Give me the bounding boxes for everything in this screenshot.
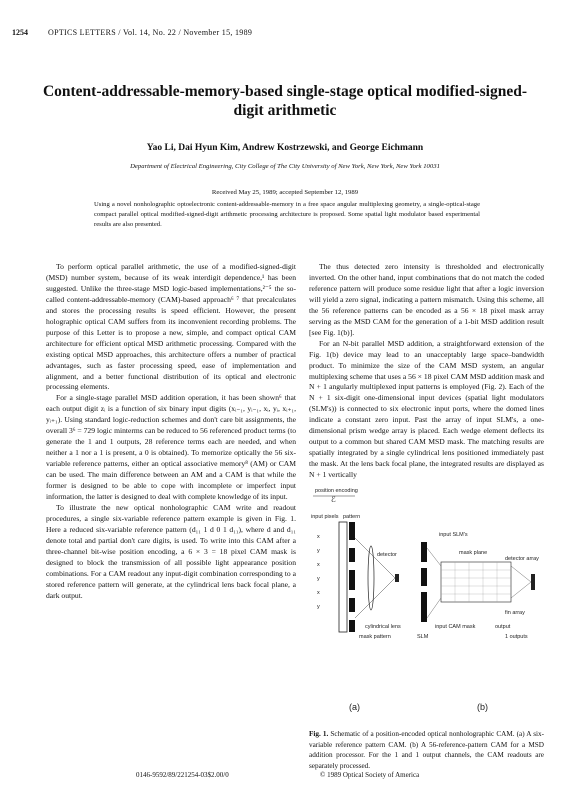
input-slm-label: input SLM's — [439, 532, 468, 538]
row-y1: y — [317, 548, 320, 554]
row-y3: y — [317, 604, 320, 610]
author-list: Yao Li, Dai Hyun Kim, Andrew Kostrzewski, and George Eichmann — [146, 143, 424, 153]
row-x2: x — [317, 562, 320, 568]
input-cam-mask-label: input CAM mask — [435, 624, 476, 630]
position-encoding-label: position encoding — [315, 488, 358, 494]
body-paragraph: For a single-stage parallel MSD addition operation, it has been shown⁶ that each output digit zᵢ is a function of six binary input digits (xᵢ₋₁, yᵢ₋₁, xᵢ, yᵢ, xᵢ₊₁, yᵢ₊₁). Using standard logic-reduction schemes and don't care bit assignments, the overall 3⁶ = 729 logic minterms can be reduced to 56 referenced product terms (to generate the 1 and 1 outputs, 28 reference terms each are needed, and when neither a 1 nor a 1 is present, a 0 is obtained). To memorize optically the 56 six-variable reference patterns, either an optical associative memory⁸ (AM) or CAM can be used. The main difference between an AM and a CAM is that while the former is designed to be able to cope with incomplete or imperfect input information, the latter is designed to deal with complete knowledge of its input. — [46, 393, 296, 502]
output-label: output — [495, 624, 511, 630]
paper-title: Content-addressable-memory-based single-stage optical modified-signed-digit arithmetic — [42, 83, 528, 119]
cylindrical-lens-shape — [368, 546, 374, 610]
page-number: 1254 — [12, 28, 28, 37]
mask-pattern-label: mask pattern — [359, 634, 391, 640]
figure-1-schematic — [309, 478, 544, 724]
row-x3: x — [317, 590, 320, 596]
mask-plane-label: mask plane — [459, 550, 488, 556]
article-code: 0146-9592/89/221254-03$2.00/0 — [136, 771, 229, 779]
running-header — [12, 26, 558, 40]
page-footer — [40, 771, 530, 783]
body-column-right — [309, 262, 544, 481]
row-x1: x — [317, 534, 320, 540]
pattern-label: pattern — [343, 514, 361, 520]
slm-label: SLM — [417, 634, 429, 640]
row-y2: y — [317, 576, 320, 582]
abstract: Using a novel nonholographic optoelectronic content-addressable-memory in a free space angular multiplexing geometry, a single-optical-stage compact parallel optical modified-signed-digit arithmetic processing architecture is proposed. Some spatial light modulator based experimental results are also presented. — [94, 201, 480, 228]
one-outputs-label: 1 outputs — [505, 634, 528, 640]
body-paragraph: The thus detected zero intensity is thresholded and electronically inverted. On the other hand, input combinations that do not match the coded reference pattern will produce some residue light that after a logic inversion will yield a zero signal, indicating a pattern mismatch. Using this scheme, all the 56 reference patterns can be encoded as a 56 × 18 pixel mask array serving as the MSD CAM for the generation of a 1-bit MSD addition result [see Fig. 1(b)]. — [309, 262, 544, 337]
figure-1 — [309, 478, 544, 724]
body-column-left — [46, 262, 296, 602]
input-pixels-label: input pixels — [311, 514, 339, 520]
figure-caption-text: Schematic of a position-encoded optical nonholographic CAM. (a) A six-variable reference pattern CAM. (b) A 56-reference-pattern CAM for a MSD addition processor. For the 1 and 1 output channels, the CAM readouts are separately processed. — [309, 730, 544, 770]
body-paragraph: To perform optical parallel arithmetic, the use of a modified-signed-digit (MSD) number system, because of its weak interdigit dependence,¹ has been suggested. Unlike the three-stage MSD logic-based implementations,²⁻⁵ the so-called content-addressable-memory (CAM)-based approach⁶ ⁷ that precalculates and stores the processing results is speed efficient. However, the present holographic optical CAM suffers from its inconvenient recording problems. The purpose of this Letter is to propose a new, simple, and compact optical CAM architecture for efficient optical MSD arithmetic processing. Compared with the existing optical MSD approaches, this architecture offers a number of practical advantages, such as faster processing speed, ease of implementation and alignment, and a better functional distribution of its optical and electronic processing elements. — [46, 262, 296, 392]
panel-a-label: (a) — [349, 702, 360, 712]
detector-shape — [395, 574, 399, 582]
copyright: © 1989 Optical Society of America — [320, 771, 420, 779]
figure-caption — [309, 729, 544, 771]
input-pixel-column — [339, 522, 347, 632]
affiliation: Department of Electrical Engineering, City College of The City University of New York, New York, New York 10031 — [130, 163, 440, 170]
fin-array-label: fin array — [505, 610, 525, 616]
cam-mask-grid — [441, 562, 511, 602]
body-paragraph: For an N-bit parallel MSD addition, a straightforward extension of the Fig. 1(b) device may lead to an unacceptably large space–bandwidth product. To minimize the size of the CAM MSD system, an angular multiplexing scheme that uses a 56 × 18 pixel CAM MSD addition mask and N + 1 angularly multiplexed input patterns is employed (Fig. 2). Each of the N + 1 six-digit one-dimensional input devices (spatial light modulators (SLM's)) is connected to six electronic input ports, where the domed lines indicate a constant zero input. Past the array of input SLM's, a one-dimensional prism wedge array is placed. Each wedge element deflects its output to a common but shared CAM MSD mask. The matching results are spatially integrated by a single cylindrical lens positioned immediately past the mask. At the lens back focal plane, the integrated results are displayed as N + 1 vertically — [309, 338, 544, 480]
cam-bit-symbol: ℰ — [331, 495, 336, 504]
panel-b-label: (b) — [477, 702, 488, 712]
figure-caption-label: Fig. 1. — [309, 730, 329, 738]
detector-array-label: detector array — [505, 556, 539, 562]
received-dates: Received May 25, 1989; accepted September 12, 1989 — [211, 189, 359, 196]
body-paragraph: To illustrate the new optical nonholographic CAM write and readout procedures, a single six-variable reference pattern example is given in Fig. 1. Here a reduced six-variable reference pattern (d₁₁ 1 d 0 1 d₁₁), where d and d₁₁ denote total and partial don't care digits, is used. To write into this CAM after a three-channel bit-wise position encoding, a 6 × 3 = 18 pixel CAM mask is designed to block the transmission of all possible light appearance position combinations. For a CAM readout any input-digit combination corresponding to a stored reference pattern will generate, at the cylindrical lens back focal plane, a dark output. — [46, 502, 296, 600]
journal-line: OPTICS LETTERS / Vol. 14, No. 22 / November 15, 1989 — [48, 28, 253, 37]
input-slm-column — [421, 542, 427, 622]
detector-array-shape — [531, 574, 535, 590]
cylindrical-lens-label: cylindrical lens — [365, 624, 401, 630]
detector-label: detector — [377, 552, 397, 558]
